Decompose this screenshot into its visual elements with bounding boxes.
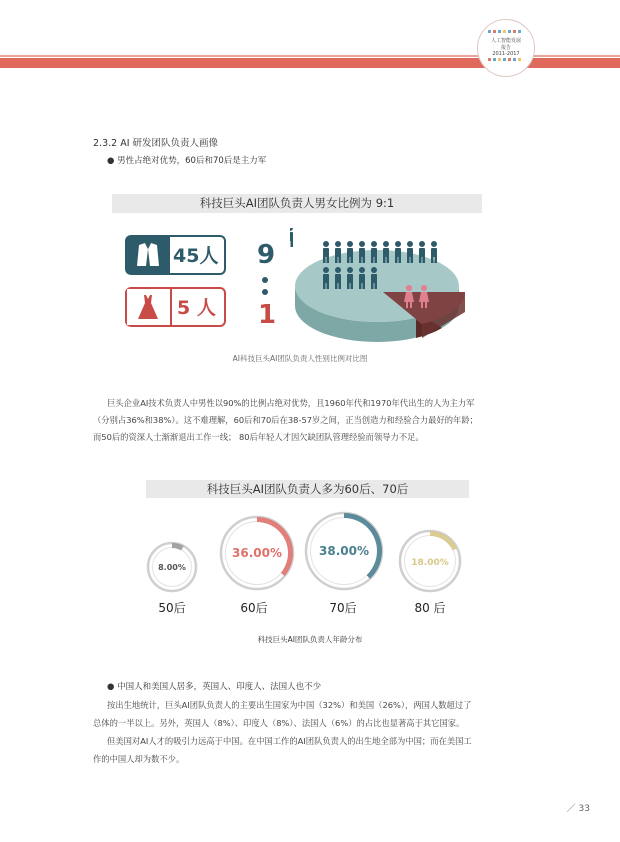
bullet-dot-icon: ● bbox=[107, 682, 115, 692]
bullet-1 bbox=[107, 154, 266, 166]
report-logo bbox=[477, 19, 535, 77]
gender-pie bbox=[290, 228, 465, 343]
paragraph-2-line-3: 但美国对AI人才的吸引力远高于中国。在中国工作的AI团队负责人的出生地全部为中国；而在美国工 bbox=[107, 736, 472, 746]
donut-percent-60s: 36.00% bbox=[232, 546, 282, 560]
ratio-colon-dot-2 bbox=[262, 289, 268, 295]
section-title: 2.3.2 AI 研发团队负责人画像 bbox=[93, 138, 219, 149]
age-donut-chart bbox=[140, 505, 470, 600]
age-label-80s: 80 后 bbox=[414, 601, 446, 615]
male-card bbox=[125, 235, 226, 275]
gender-caption: AI科技巨头AI团队负责人性别比例对比图 bbox=[232, 354, 368, 363]
dress-icon bbox=[127, 289, 170, 325]
male-count: 45人 bbox=[173, 245, 219, 267]
logo-line-1: 人工智能发展 bbox=[490, 38, 521, 44]
age-label-70s: 70后 bbox=[329, 601, 357, 615]
male-figures bbox=[290, 228, 293, 247]
ratio-colon-dot-1 bbox=[262, 277, 268, 283]
logo-line-2: 报告 bbox=[500, 45, 511, 51]
ratio-bottom: 1 bbox=[258, 300, 277, 330]
donut-percent-80s: 18.00% bbox=[411, 558, 449, 568]
suit-icon bbox=[127, 237, 170, 273]
bullet-2 bbox=[107, 680, 321, 692]
donut-percent-50s: 8.00% bbox=[158, 563, 186, 572]
age-label-50s: 50后 bbox=[158, 601, 186, 615]
female-count: 5 人 bbox=[177, 297, 216, 319]
ratio-top: 9 bbox=[257, 240, 276, 270]
male-icon-bg bbox=[127, 237, 170, 273]
paragraph-1-line-3: 而50后的资深人士渐渐退出工作一线； 80后年轻人才因欠缺团队管理经验而领导力不足。 bbox=[93, 432, 424, 442]
logo-line-3: 2011-2017 bbox=[492, 51, 520, 57]
paragraph-2-line-2: 总体的一半以上。另外，英国人（8%）、印度人（8%）、法国人（6%）的占比也显著高于其它国家。 bbox=[93, 718, 465, 728]
female-icon-bg bbox=[127, 289, 172, 325]
paragraph-1-line-2: （分别占36%和38%）。这不难理解，60后和70后在38-57岁之间，正当创造力和经验合力最好的年龄； bbox=[93, 415, 478, 425]
gender-banner: 科技巨头AI团队负责人男女比例为 9:1 bbox=[112, 194, 482, 213]
bullet-1-text: 男性占绝对优势，60后和70后是主力军 bbox=[117, 156, 267, 166]
age-banner: 科技巨头AI团队负责人多为60后、70后 bbox=[146, 480, 469, 498]
bullet-dot-icon: ● bbox=[107, 156, 115, 166]
paragraph-2-line-4: 作的中国人却为数不少。 bbox=[93, 754, 185, 764]
paragraph-1-line-1: 巨头企业AI技术负责人中男性以90%的比例占绝对优势，且1960年代和1970年代出生的人为主力军 bbox=[107, 398, 475, 408]
paragraph-2-line-1: 按出生地统计，巨头AI团队负责人的主要出生国家为中国（32%）和美国（26%），两国人数超过了 bbox=[107, 700, 472, 710]
page-number: ／ 33 bbox=[566, 804, 590, 814]
female-card bbox=[125, 287, 226, 327]
donut-percent-70s: 38.00% bbox=[319, 544, 369, 558]
bullet-2-text: 中国人和美国人居多，英国人、印度人、法国人也不少 bbox=[117, 682, 322, 692]
age-caption: 科技巨头AI团队负责人年龄分布 bbox=[257, 635, 363, 644]
age-label-60s: 60后 bbox=[240, 601, 268, 615]
